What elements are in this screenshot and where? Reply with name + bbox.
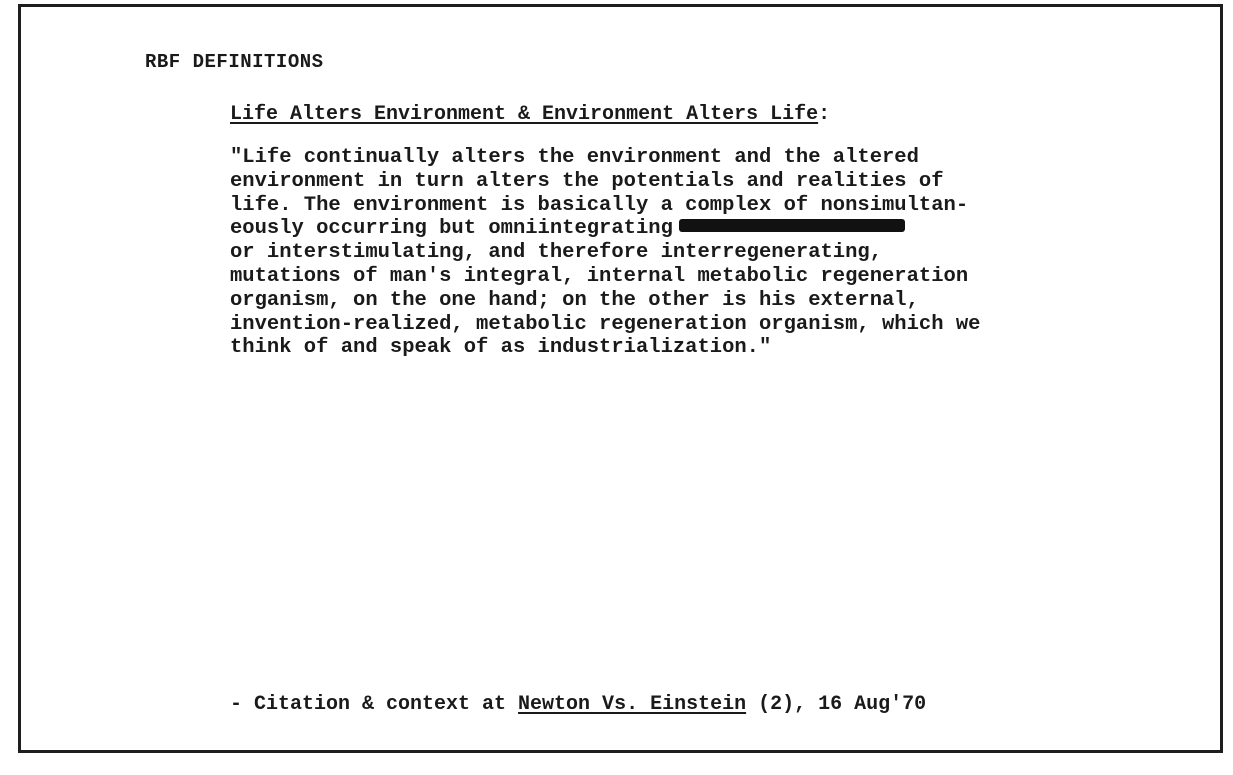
quote-line: life. The environment is basically a complex of nonsimultan- <box>230 193 969 217</box>
definition-quote <box>230 146 1130 360</box>
citation-source-link[interactable]: Newton Vs. Einstein <box>518 693 747 716</box>
citation-prefix: - Citation & context at <box>230 693 519 716</box>
quote-line-redacted <box>230 217 1130 241</box>
citation-suffix: (2), 16 Aug'70 <box>746 693 927 716</box>
quote-line: mutations of man's integral, internal metabolic regeneration <box>230 264 969 288</box>
redaction-bar <box>679 219 905 232</box>
quote-line: organism, on the one hand; on the other is his external, <box>230 288 919 312</box>
quote-line: think of and speak of as industrialization." <box>230 336 772 360</box>
quote-line: or interstimulating, and therefore interregenerating, <box>230 241 883 265</box>
page-heading: RBF DEFINITIONS <box>145 51 324 73</box>
citation <box>230 693 926 716</box>
quote-line: environment in turn alters the potentials and realities of <box>230 169 944 193</box>
quote-line: invention-realized, metabolic regeneration organism, which we <box>230 312 981 336</box>
quote-line: "Life continually alters the environment and the altered <box>230 146 919 169</box>
quote-line-text: eously occurring but omniintegrating <box>230 217 673 241</box>
entry-title-colon: : <box>818 103 831 126</box>
entry-title <box>230 103 830 126</box>
entry-title-text: Life Alters Environment & Environment Alters Life <box>230 103 819 126</box>
